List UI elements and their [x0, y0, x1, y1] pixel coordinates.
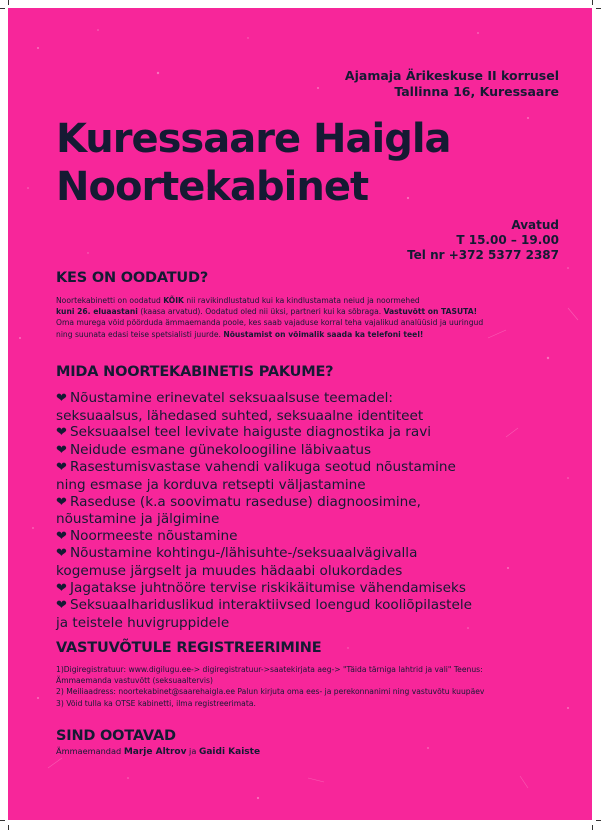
heart-icon: ❤: [56, 494, 67, 510]
list-item: ❤ Jagatakse juhtnööre tervise riskikäitumise vähendamiseks: [56, 579, 466, 596]
who-text: [56, 295, 576, 340]
crop-mark: [8, 825, 9, 830]
title-line: Kuressaare Haigla: [56, 116, 451, 162]
staff-name: Marje Altrov: [123, 747, 187, 757]
heart-icon: ❤: [56, 528, 67, 544]
section-heading-offer: MIDA NOORTEKABINETIS PAKUME?: [56, 364, 334, 380]
register-line: Ämmaemanda vastuvõtt (seksuaaltervis): [56, 676, 213, 686]
crop-mark: [592, 0, 593, 5]
list-item: ❤ Nõustamine erinevatel seksuaalsuse teemadel: seksuaalsus, lähedased suhted, seksuaalne identiteet: [56, 390, 424, 424]
list-item: ❤ Seksuaalhariduslikud interaktiivsed loengud kooliõpilastele ja teistele huvigruppidele: [56, 597, 472, 631]
crop-mark: [0, 820, 5, 821]
list-item: ❤ Neidude esmane günekoloogiline läbivaatus: [56, 441, 372, 458]
list-item: ❤ Seksuaalsel teel levivate haiguste diagnostika ja ravi: [56, 424, 432, 441]
crop-mark: [0, 8, 5, 9]
crop-mark: [8, 0, 9, 5]
list-item: ❤ Raseduse (k.a soovimatu raseduse) diagnoosimine, nõustamine ja jälgimine: [56, 493, 421, 528]
staff-name: Gaidi Kaiste: [198, 747, 261, 757]
poster: [8, 8, 592, 820]
phone-number: Tel nr +372 5377 2387: [407, 248, 559, 262]
heart-icon: ❤: [56, 546, 67, 562]
who-line: ning suunata edasi teise spetsialisti juurde. Nõustamist on võimalik saada ka telefoni teel!: [56, 329, 424, 339]
register-line: 3) Võid tulla ka OTSE kabinetti, ilma registreerimata.: [56, 698, 256, 708]
crop-mark: [596, 820, 601, 821]
title-line: Noortekabinet: [56, 164, 369, 210]
heart-icon: ❤: [56, 391, 67, 406]
section-heading-who: KES ON OODATUD?: [56, 270, 209, 286]
heart-icon: ❤: [56, 442, 67, 458]
who-line: Oma murega võid pöörduda ämmaemanda poole, kes saab vajaduse korral teha vajalikud analüüsid ja uuringud: [56, 318, 484, 328]
list-item: ❤ Nõustamine kohtingu-/lähisuhte-/seksuaalvägivalla kogemuse järgselt ja muudes hädaabi olukordades: [56, 545, 418, 579]
open-label: Avatud: [511, 218, 559, 232]
staff-names: Ämmaemandad Marje Altrov ja Gaidi Kaiste: [56, 746, 261, 757]
opening-hours: [407, 218, 559, 263]
list-item: ❤ Rasestumisvastase vahendi valikuga seotud nõustamine ning esmase ja korduva retsepti väljastamine: [56, 459, 456, 493]
crop-mark: [592, 825, 593, 830]
crop-mark: [596, 8, 601, 9]
address-block: [345, 68, 559, 100]
section-heading-register: VASTUVÕTULE REGISTREERIMINE: [56, 640, 322, 656]
heart-icon: ❤: [56, 598, 67, 614]
register-line: 1)Digiregistratuur: www.digilugu.ee-> digiregistratuur->saatekirjata aeg-> "Täida tärniga lahtrid ja vali" Teenus:: [56, 665, 483, 674]
page-title: [56, 115, 451, 211]
register-line: 2) Meiliaadress: noortekabinet@saarehaigla.ee Palun kirjuta oma ees- ja perekonnanimi ning vastuvõtu kuupäev: [56, 687, 485, 697]
heart-icon: ❤: [56, 580, 67, 596]
heart-icon: ❤: [56, 460, 67, 476]
who-line: kuni 26. eluaastani (kaasa arvatud). Oodatud oled nii üksi, partneri kui ka sõbraga. Vastuvõtt on TASUTA!: [56, 307, 478, 317]
section-heading-staff: SIND OOTAVAD: [56, 728, 176, 744]
who-line: Noortekabinetti on oodatud KÕIK nii ravikindlustatud kui ka kindlustamata neiud ja noormehed: [56, 296, 420, 305]
heart-icon: ❤: [56, 425, 67, 441]
list-item: ❤ Noormeeste nõustamine: [56, 527, 238, 544]
address-line: Tallinna 16, Kuressaare: [394, 84, 559, 99]
address-line: Ajamaja Ärikeskuse II korrusel: [344, 68, 559, 83]
offer-list: [56, 390, 472, 631]
register-text: [56, 664, 581, 709]
open-time: T 15.00 – 19.00: [456, 233, 559, 247]
